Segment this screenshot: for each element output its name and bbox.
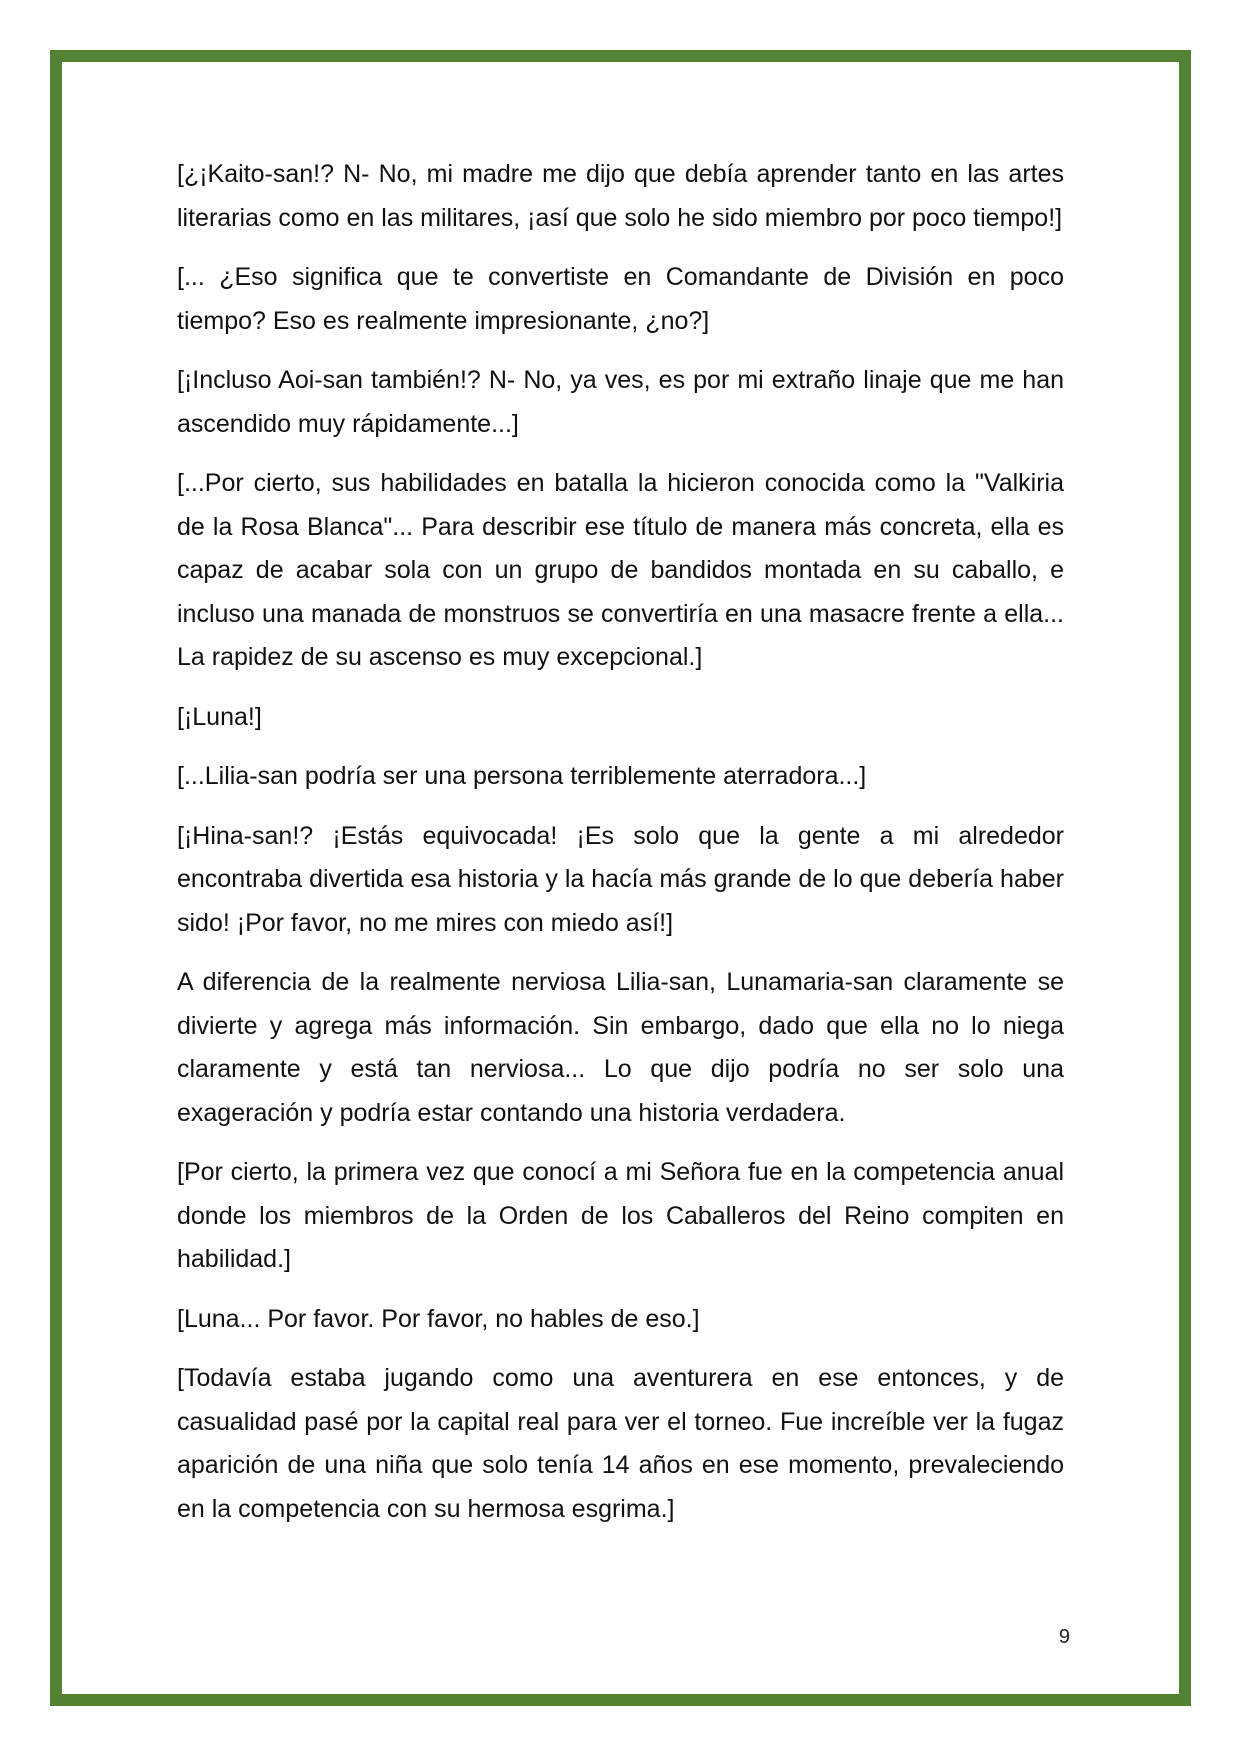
paragraph-9: [Por cierto, la primera vez que conocí a mi Señora fue en la competencia anual donde los miembros de la Orden de los Caballeros del Reino compiten en habilidad.] bbox=[177, 1158, 1064, 1273]
body-text bbox=[177, 153, 1064, 1547]
paragraph-8: A diferencia de la realmente nerviosa Lilia-san, Lunamaria-san claramente se divierte y agrega más información. Sin embargo, dado que ella no lo niega claramente y está tan nerviosa... Lo que dijo podría no ser solo una exageración y podría estar contando una historia verdadera. bbox=[177, 968, 1064, 1127]
paragraph-1: [¿¡Kaito-san!? N- No, mi madre me dijo que debía aprender tanto en las artes literarias como en las militares, ¡así que solo he sido miembro por poco tiempo!] bbox=[177, 160, 1064, 232]
paragraph-6: [...Lilia-san podría ser una persona terriblemente aterradora...] bbox=[177, 762, 867, 790]
page-number: 9 bbox=[1058, 1626, 1070, 1648]
paragraph-4: [...Por cierto, sus habilidades en batalla la hicieron conocida como la "Valkiria de la Rosa Blanca"... Para describir ese título de manera más concreta, ella es capaz de acabar sola con un grupo de bandidos montada en su caballo, e incluso una manada de monstruos se convertiría en una masacre frente a ella... La rapidez de su ascenso es muy excepcional.] bbox=[177, 469, 1064, 671]
paragraph-5: [¡Luna!] bbox=[177, 702, 262, 731]
paragraph-3: [¡Incluso Aoi-san también!? N- No, ya ves, es por mi extraño linaje que me han ascendido muy rápidamente...] bbox=[177, 366, 1064, 438]
paragraph-2: [... ¿Eso significa que te convertiste en Comandante de División en poco tiempo? Eso es realmente impresionante, ¿no?] bbox=[177, 263, 1064, 335]
paragraph-11: [Todavía estaba jugando como una aventurera en ese entonces, y de casualidad pasé por la capital real para ver el torneo. Fue increíble ver la fugaz aparición de una niña que solo tenía 14 años en ese momento, prevaleciendo en la competencia con su hermosa esgrima.] bbox=[177, 1364, 1064, 1523]
paragraph-10: [Luna... Por favor. Por favor, no hables de eso.] bbox=[177, 1304, 700, 1333]
paragraph-7: [¡Hina-san!? ¡Estás equivocada! ¡Es solo que la gente a mi alrededor encontraba divertida esa historia y la hacía más grande de lo que debería haber sido! ¡Por favor, no me mires con miedo así!] bbox=[177, 821, 1064, 937]
